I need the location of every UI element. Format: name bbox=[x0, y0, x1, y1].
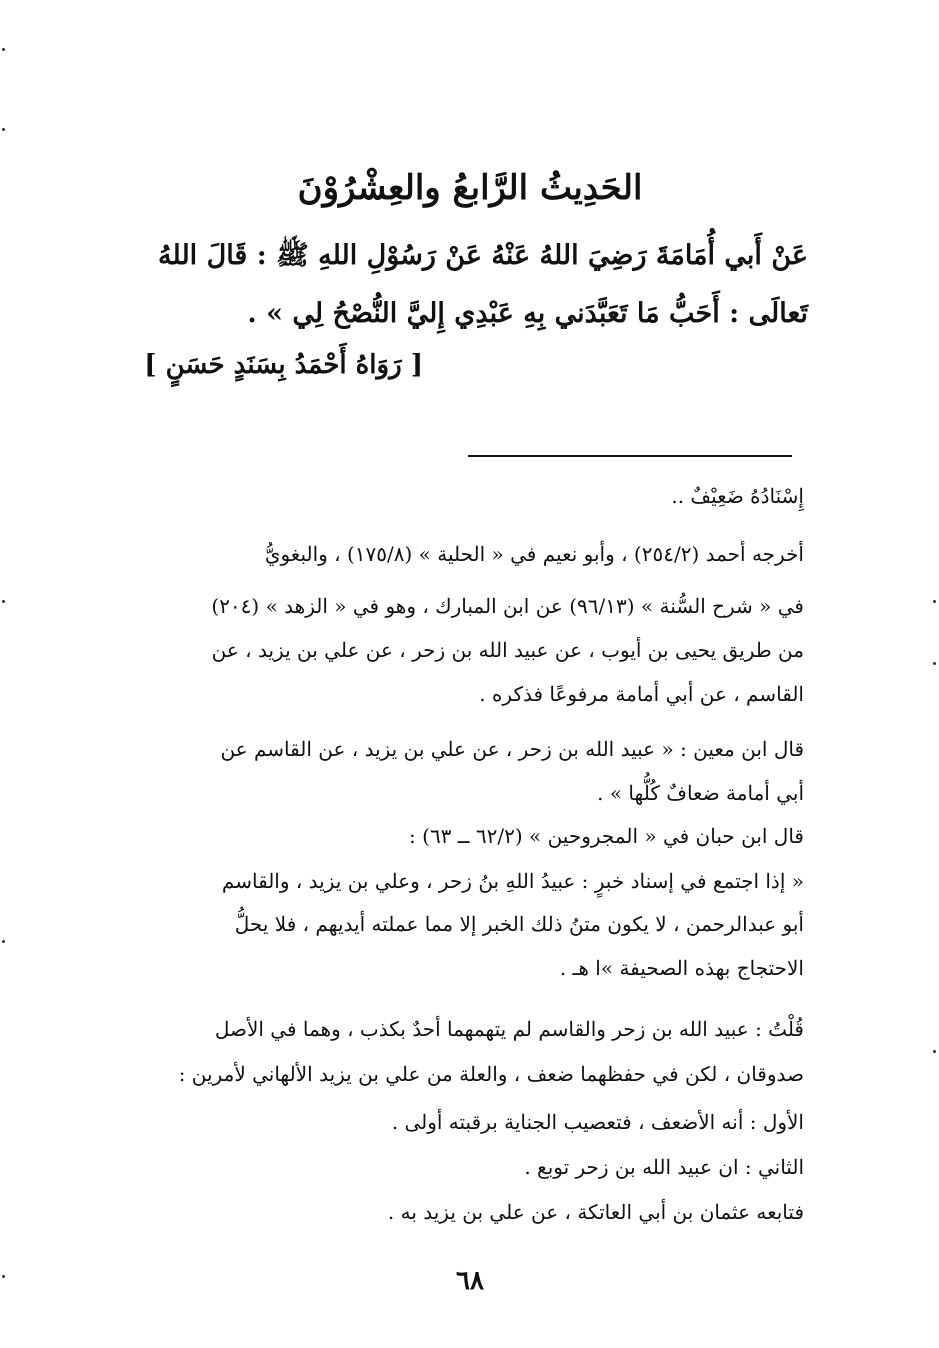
narration-source bbox=[144, 350, 423, 380]
hadith-text-line-2: تَعالَى : أَحَبُّ مَا تَعَبَّدَني بِهِ عَبْدِي إِليَّ النُّصْحُ لِي » . bbox=[247, 298, 808, 329]
hadith-text-line-1: عَنْ أَبي أُمَامَةَ رَضِيَ اللهُ عَنْهُ عَنْ رَسُوْلِ اللهِ ﷺ : قَالَ اللهُ bbox=[158, 240, 808, 271]
scan-speck bbox=[933, 1050, 936, 1053]
page-number: ٦٨ bbox=[456, 1266, 484, 1296]
footnote-line: صدوقان ، لكن في حفظهما ضعف ، والعلة من علي بن يزيد الألهاني لأمرين : bbox=[178, 1062, 804, 1086]
footnote-line: الثاني : ان عبيد الله بن زحر توبع . bbox=[524, 1155, 804, 1179]
footnote-line: القاسم ، عن أبي أمامة مرفوعًا فذكره . bbox=[479, 682, 804, 706]
scan-speck bbox=[933, 600, 936, 603]
footnote-line: أبو عبدالرحمن ، لا يكون متنُ ذلك الخبر إلا مما عملته أيديهم ، فلا يحلُّ bbox=[234, 912, 804, 936]
hadith-title: الحَدِيثُ الرَّابعُ والعِشْرُوْنَ bbox=[297, 168, 643, 208]
footnote-line: الأول : أنه الأضعف ، فتعصيب الجناية برقبته أولى . bbox=[391, 1110, 804, 1134]
scan-speck bbox=[2, 600, 5, 603]
scan-speck bbox=[2, 128, 5, 131]
isnad-grading: إِسْنَادُهُ ضَعِيْفٌ .. bbox=[671, 484, 804, 508]
scan-speck bbox=[2, 1275, 5, 1278]
scan-speck bbox=[2, 940, 5, 943]
footnote-line: فتابعه عثمان بن أبي العاتكة ، عن علي بن يزيد به . bbox=[387, 1200, 804, 1224]
footnote-line: أبي أمامة ضعافٌ كُلُّها » . bbox=[597, 781, 804, 805]
narration-text: [ رَوَاهُ أَحْمَدُ بِسَنَدٍ حَسَنٍ ] bbox=[144, 350, 423, 380]
footnote-line: أخرجه أحمد (٢٥٤/٢) ، وأبو نعيم في « الحلية » (١٧٥/٨) ، والبغويُّ bbox=[264, 542, 804, 566]
footnote-separator bbox=[468, 455, 792, 457]
footnote-line: من طريق يحيى بن أيوب ، عن عبيد الله بن زحر ، عن علي بن يزيد ، عن bbox=[211, 638, 804, 662]
footnote-line: قال ابن معين : « عبيد الله بن زحر ، عن علي بن يزيد ، عن القاسم عن bbox=[220, 737, 804, 761]
footnote-line: « إذا اجتمع في إسناد خبرٍ : عبيدُ اللهِ بنُ زحر ، وعلي بن يزيد ، والقاسم bbox=[221, 869, 804, 893]
scan-speck bbox=[933, 662, 936, 665]
scan-speck bbox=[2, 48, 5, 51]
footnote-line: الاحتجاج بهذه الصحيفة »ا هـ . bbox=[559, 956, 804, 980]
footnote-line: في « شرح السُّنة » (٩٦/١٣) عن ابن المبارك ، وهو في « الزهد » (٢٠٤) bbox=[211, 594, 804, 618]
footnote-line: قُلْتُ : عبيد الله بن زحر والقاسم لم يتهمهما أحدٌ بكذب ، وهما في الأصل bbox=[214, 1017, 804, 1041]
footnote-line: قال ابن حبان في « المجروحين » (٦٢/٢ ــ ٦٣) : bbox=[409, 824, 804, 848]
